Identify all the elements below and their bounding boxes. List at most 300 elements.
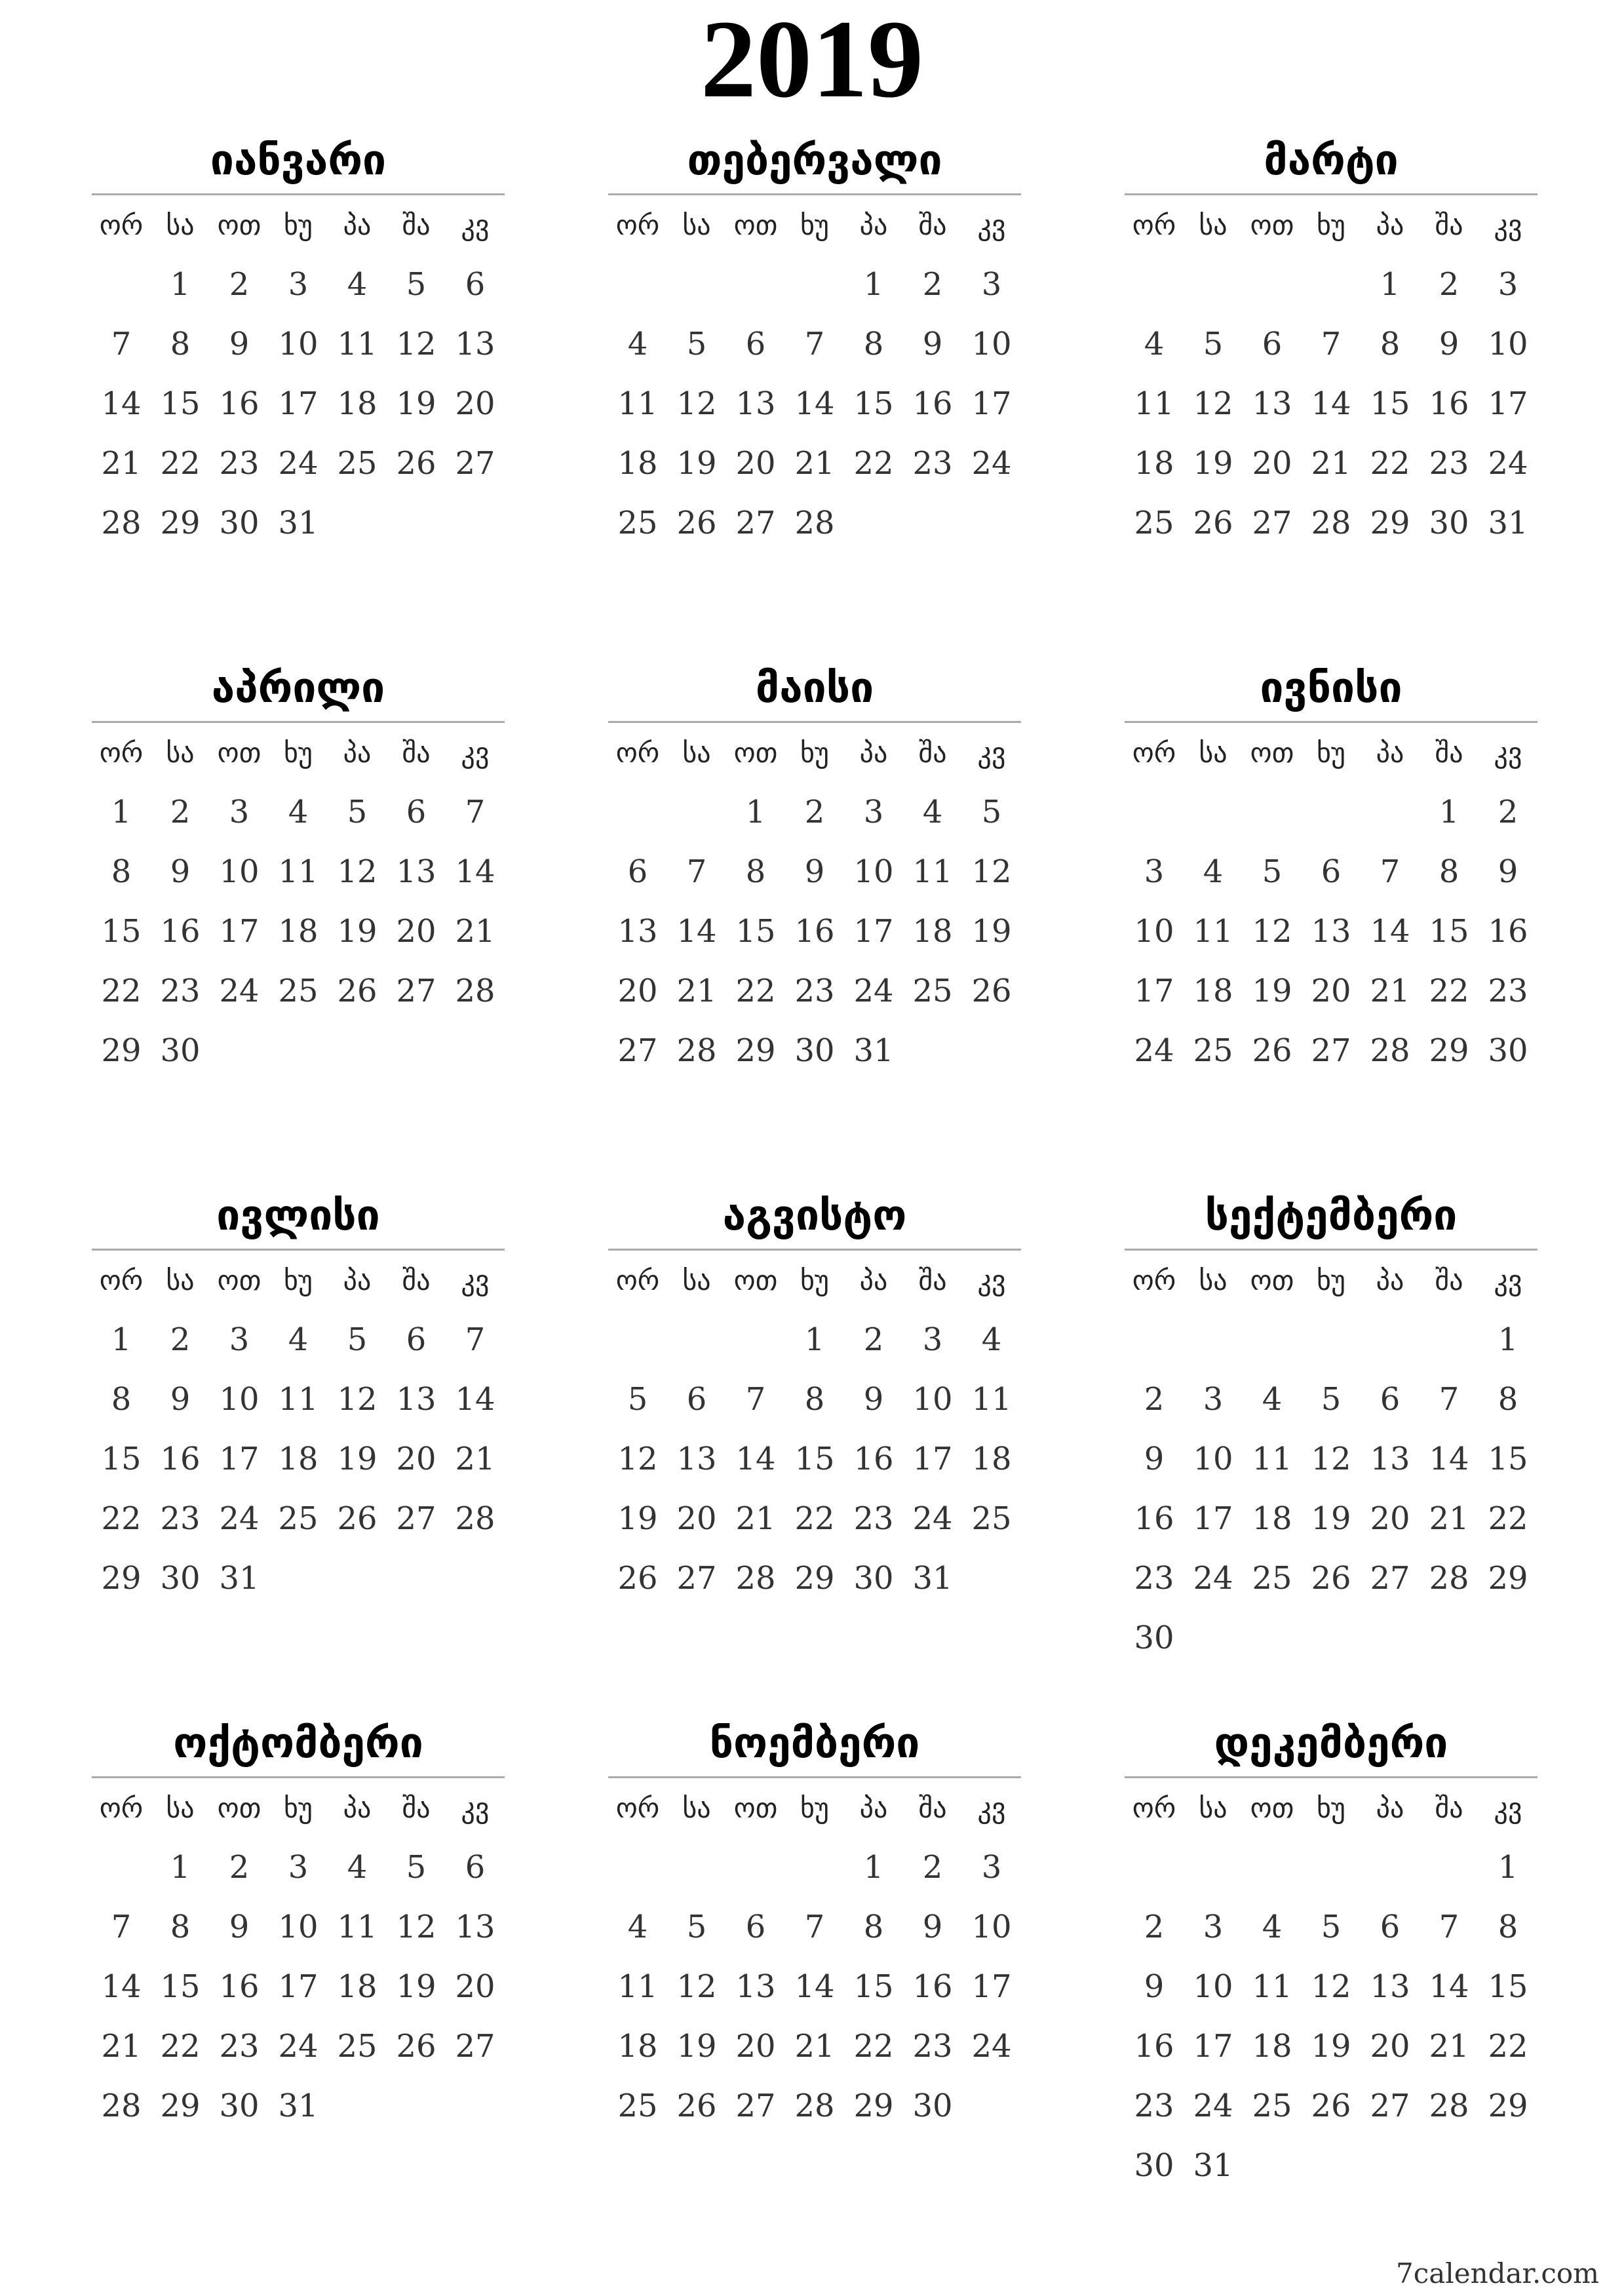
day-number: 13: [455, 1909, 495, 1945]
day-number: 28: [101, 505, 142, 541]
weekday-label: ორ: [99, 1792, 144, 1824]
day-number: 2: [1439, 266, 1460, 303]
weekday-label: პა: [343, 737, 372, 769]
day-number: 4: [288, 1321, 309, 1358]
day-number: 29: [735, 1032, 776, 1069]
day-number: 5: [1262, 853, 1283, 890]
day-number: 10: [971, 1909, 1012, 1945]
day-number: 20: [455, 1968, 495, 2005]
day-number: 17: [1193, 1500, 1233, 1537]
day-number: 11: [1252, 1441, 1292, 1477]
day-number: 20: [617, 973, 658, 1009]
day-number: 3: [981, 1849, 1002, 1886]
day-number: 11: [971, 1381, 1012, 1418]
day-number: 6: [1262, 326, 1283, 362]
day-number: 12: [1252, 913, 1292, 950]
day-number: 13: [735, 1968, 776, 2005]
weekday-label: ოთ: [733, 209, 778, 241]
day-number: 24: [853, 973, 894, 1009]
weekday-label: ორ: [99, 209, 144, 241]
weekday-label: ხუ: [284, 1264, 313, 1296]
day-number: 5: [347, 794, 368, 830]
day-number: 2: [1144, 1909, 1165, 1945]
day-number: 30: [1488, 1032, 1528, 1069]
day-number: 12: [1311, 1968, 1351, 2005]
empty-day: [1420, 1838, 1479, 1897]
day-number: 6: [406, 794, 427, 830]
day-number: 23: [1134, 1560, 1174, 1597]
day-number: 25: [1134, 505, 1174, 541]
month-block: [608, 128, 1021, 553]
day-number: 16: [1134, 1500, 1174, 1537]
weekday-label: პა: [1376, 1792, 1404, 1824]
empty-day: [667, 255, 726, 315]
month-name: მაისი: [755, 664, 874, 712]
day-number: 3: [288, 266, 309, 303]
day-number: 15: [101, 913, 142, 950]
weekday-label: ოთ: [217, 737, 261, 769]
day-number: 8: [863, 326, 884, 362]
day-number: 22: [160, 445, 201, 482]
day-number: 18: [337, 385, 377, 422]
day-number: 1: [863, 266, 884, 303]
day-number: 15: [1370, 385, 1410, 422]
day-number: 2: [170, 1321, 191, 1358]
day-number: 21: [1429, 1500, 1469, 1537]
day-number: 27: [676, 1560, 717, 1597]
day-number: 28: [1370, 1032, 1410, 1069]
day-number: 29: [1429, 1032, 1469, 1069]
day-number: 4: [1262, 1909, 1283, 1945]
day-number: 4: [627, 326, 648, 362]
empty-day: [1302, 1310, 1361, 1370]
month-block: [608, 1183, 1021, 1608]
day-number: 5: [1321, 1909, 1342, 1945]
day-number: 24: [1193, 2088, 1233, 2124]
day-number: 4: [288, 794, 309, 830]
day-number: 27: [1252, 505, 1292, 541]
weekday-label: სა: [166, 1264, 195, 1296]
month-grid: [92, 723, 505, 1081]
day-number: 26: [1193, 505, 1233, 541]
day-number: 17: [971, 1968, 1012, 2005]
day-number: 9: [804, 853, 825, 890]
day-number: 20: [1311, 973, 1351, 1009]
day-number: 30: [219, 505, 260, 541]
day-number: 8: [1439, 853, 1460, 890]
day-number: 12: [676, 385, 717, 422]
day-number: 23: [219, 2028, 260, 2065]
day-number: 25: [337, 2028, 377, 2065]
day-number: 14: [455, 853, 495, 890]
day-number: 25: [617, 505, 658, 541]
day-number: 9: [170, 1381, 191, 1418]
day-number: 24: [1134, 1032, 1174, 1069]
day-number: 26: [337, 1500, 377, 1537]
day-number: 10: [278, 326, 319, 362]
day-number: 27: [1370, 1560, 1410, 1597]
month-grid: [608, 1251, 1021, 1608]
month-name: მარტი: [1264, 136, 1399, 185]
day-number: 29: [1370, 505, 1410, 541]
weekday-label: კვ: [977, 737, 1006, 769]
day-number: 9: [170, 853, 191, 890]
day-number: 18: [337, 1968, 377, 2005]
day-number: 23: [912, 445, 953, 482]
day-number: 24: [219, 1500, 260, 1537]
day-number: 6: [627, 853, 648, 890]
day-number: 21: [794, 2028, 835, 2065]
day-number: 11: [1252, 1968, 1292, 2005]
day-number: 22: [794, 1500, 835, 1537]
day-number: 28: [455, 1500, 495, 1537]
empty-day: [667, 1310, 726, 1370]
month-block: [1125, 128, 1537, 553]
day-number: 6: [686, 1381, 707, 1418]
empty-day: [1302, 783, 1361, 842]
empty-day: [1243, 255, 1302, 315]
day-number: 9: [229, 326, 250, 362]
day-number: 25: [971, 1500, 1012, 1537]
weekday-label: ოთ: [217, 1264, 261, 1296]
day-number: 21: [1429, 2028, 1469, 2065]
day-number: 30: [912, 2088, 953, 2124]
weekday-label: ხუ: [1317, 1264, 1345, 1296]
day-number: 2: [922, 266, 943, 303]
weekday-label: პა: [859, 1264, 888, 1296]
weekday-label: შა: [1435, 737, 1463, 769]
day-number: 28: [794, 2088, 835, 2124]
day-number: 7: [1439, 1909, 1460, 1945]
day-number: 31: [278, 505, 319, 541]
empty-day: [1361, 783, 1420, 842]
day-number: 14: [1370, 913, 1410, 950]
day-number: 24: [971, 445, 1012, 482]
day-number: 25: [278, 1500, 319, 1537]
month-name: დეკემბერი: [1214, 1719, 1448, 1768]
empty-day: [726, 1838, 785, 1897]
day-number: 3: [229, 794, 250, 830]
weekday-label: კვ: [461, 737, 490, 769]
day-number: 28: [101, 2088, 142, 2124]
day-number: 2: [1498, 794, 1518, 830]
empty-day: [1184, 1310, 1243, 1370]
empty-day: [608, 783, 667, 842]
day-number: 1: [170, 1849, 191, 1886]
day-number: 3: [1498, 266, 1518, 303]
day-number: 18: [617, 2028, 658, 2065]
empty-day: [785, 1838, 844, 1897]
day-number: 15: [853, 385, 894, 422]
day-number: 5: [686, 1909, 707, 1945]
empty-day: [1184, 1838, 1243, 1897]
day-number: 22: [160, 2028, 201, 2065]
day-number: 22: [1488, 2028, 1528, 2065]
day-number: 11: [1193, 913, 1233, 950]
day-number: 7: [686, 853, 707, 890]
day-number: 24: [278, 2028, 319, 2065]
month-grid: [608, 195, 1021, 553]
day-number: 3: [1203, 1381, 1224, 1418]
day-number: 23: [912, 2028, 953, 2065]
month-name: ნოემბერი: [709, 1719, 920, 1768]
day-number: 1: [863, 1849, 884, 1886]
empty-day: [1184, 783, 1243, 842]
day-number: 4: [922, 794, 943, 830]
weekday-label: ხუ: [800, 1264, 829, 1296]
weekday-label: პა: [859, 209, 888, 241]
weekday-label: ორ: [1132, 209, 1176, 241]
empty-day: [1361, 1310, 1420, 1370]
weekday-label: ოთ: [1250, 737, 1294, 769]
day-number: 28: [794, 505, 835, 541]
day-number: 27: [396, 973, 436, 1009]
day-number: 17: [1193, 2028, 1233, 2065]
day-number: 14: [455, 1381, 495, 1418]
day-number: 28: [735, 1560, 776, 1597]
day-number: 17: [971, 385, 1012, 422]
day-number: 7: [1380, 853, 1401, 890]
day-number: 7: [1439, 1381, 1460, 1418]
weekday-label: სა: [1199, 737, 1228, 769]
weekday-label: ხუ: [800, 209, 829, 241]
day-number: 10: [853, 853, 894, 890]
day-number: 28: [676, 1032, 717, 1069]
day-number: 14: [794, 1968, 835, 2005]
day-number: 11: [278, 1381, 319, 1418]
empty-day: [92, 1838, 151, 1897]
weekday-label: კვ: [461, 209, 490, 241]
day-number: 8: [745, 853, 766, 890]
day-number: 16: [1488, 913, 1528, 950]
day-number: 11: [278, 853, 319, 890]
day-number: 25: [1252, 1560, 1292, 1597]
weekday-label: კვ: [1494, 209, 1522, 241]
day-number: 24: [1488, 445, 1528, 482]
day-number: 20: [1370, 2028, 1410, 2065]
day-number: 7: [1321, 326, 1342, 362]
day-number: 1: [111, 794, 132, 830]
day-number: 13: [1252, 385, 1292, 422]
day-number: 19: [971, 913, 1012, 950]
day-number: 6: [745, 326, 766, 362]
day-number: 7: [465, 794, 486, 830]
day-number: 10: [1193, 1968, 1233, 2005]
day-number: 29: [101, 1032, 142, 1069]
day-number: 17: [278, 385, 319, 422]
day-number: 5: [1321, 1381, 1342, 1418]
day-number: 13: [1311, 913, 1351, 950]
weekday-label: ორ: [615, 209, 660, 241]
day-number: 14: [1429, 1441, 1469, 1477]
weekday-label: პა: [343, 1264, 372, 1296]
day-number: 10: [1193, 1441, 1233, 1477]
day-number: 8: [170, 326, 191, 362]
day-number: 10: [219, 853, 260, 890]
day-number: 19: [1252, 973, 1292, 1009]
day-number: 5: [686, 326, 707, 362]
weekday-label: შა: [1435, 1264, 1463, 1296]
day-number: 26: [1252, 1032, 1292, 1069]
day-number: 21: [676, 973, 717, 1009]
day-number: 21: [794, 445, 835, 482]
weekday-label: ხუ: [284, 1792, 313, 1824]
empty-day: [667, 1838, 726, 1897]
day-number: 11: [617, 1968, 658, 2005]
month-block: [92, 655, 505, 1081]
month-grid: [1125, 1778, 1537, 2196]
day-number: 4: [1262, 1381, 1283, 1418]
day-number: 7: [745, 1381, 766, 1418]
day-number: 30: [160, 1032, 201, 1069]
weekday-label: ხუ: [284, 737, 313, 769]
month-grid: [92, 1251, 505, 1608]
day-number: 1: [170, 266, 191, 303]
day-number: 13: [396, 853, 436, 890]
day-number: 7: [804, 326, 825, 362]
weekday-label: შა: [402, 209, 431, 241]
day-number: 18: [1193, 973, 1233, 1009]
day-number: 19: [676, 2028, 717, 2065]
day-number: 20: [1370, 1500, 1410, 1537]
weekday-label: პა: [343, 209, 372, 241]
day-number: 30: [219, 2088, 260, 2124]
day-number: 22: [101, 973, 142, 1009]
weekday-label: ხუ: [1317, 209, 1345, 241]
weekday-label: ხუ: [800, 1792, 829, 1824]
day-number: 16: [219, 385, 260, 422]
month-block: [92, 1711, 505, 2136]
day-number: 30: [794, 1032, 835, 1069]
month-name: თებერვალი: [687, 136, 942, 185]
day-number: 3: [229, 1321, 250, 1358]
day-number: 5: [627, 1381, 648, 1418]
day-number: 16: [160, 913, 201, 950]
day-number: 25: [912, 973, 953, 1009]
day-number: 27: [455, 445, 495, 482]
day-number: 3: [981, 266, 1002, 303]
day-number: 14: [676, 913, 717, 950]
month-block: [1125, 1183, 1537, 1668]
month-block: [92, 1183, 505, 1608]
day-number: 17: [1134, 973, 1174, 1009]
day-number: 29: [160, 505, 201, 541]
day-number: 8: [1498, 1381, 1518, 1418]
day-number: 9: [1144, 1968, 1165, 2005]
month-name: ივლისი: [216, 1192, 380, 1240]
day-number: 25: [1252, 2088, 1292, 2124]
day-number: 27: [455, 2028, 495, 2065]
weekday-label: პა: [1376, 737, 1404, 769]
day-number: 10: [219, 1381, 260, 1418]
day-number: 15: [1488, 1441, 1528, 1477]
day-number: 30: [1134, 2147, 1174, 2184]
day-number: 23: [160, 973, 201, 1009]
day-number: 11: [1134, 385, 1174, 422]
day-number: 25: [278, 973, 319, 1009]
day-number: 15: [1488, 1968, 1528, 2005]
weekday-label: ხუ: [1317, 1792, 1345, 1824]
weekday-label: ოთ: [733, 737, 778, 769]
day-number: 8: [111, 1381, 132, 1418]
day-number: 29: [1488, 1560, 1528, 1597]
day-number: 2: [804, 794, 825, 830]
day-number: 17: [219, 913, 260, 950]
empty-day: [785, 255, 844, 315]
day-number: 7: [465, 1321, 486, 1358]
weekday-label: შა: [1435, 209, 1463, 241]
day-number: 5: [1203, 326, 1224, 362]
day-number: 19: [337, 913, 377, 950]
day-number: 1: [111, 1321, 132, 1358]
weekday-label: კვ: [461, 1792, 490, 1824]
day-number: 2: [170, 794, 191, 830]
empty-day: [1302, 255, 1361, 315]
day-number: 16: [912, 1968, 953, 2005]
day-number: 15: [1429, 913, 1469, 950]
day-number: 14: [101, 385, 142, 422]
day-number: 16: [160, 1441, 201, 1477]
empty-day: [1420, 1310, 1479, 1370]
day-number: 18: [912, 913, 953, 950]
day-number: 3: [922, 1321, 943, 1358]
weekday-label: ოთ: [1250, 1264, 1294, 1296]
day-number: 15: [794, 1441, 835, 1477]
day-number: 29: [101, 1560, 142, 1597]
day-number: 14: [101, 1968, 142, 2005]
weekday-label: სა: [682, 1792, 711, 1824]
day-number: 18: [1134, 445, 1174, 482]
day-number: 8: [170, 1909, 191, 1945]
day-number: 14: [735, 1441, 776, 1477]
day-number: 5: [406, 1849, 427, 1886]
empty-day: [1243, 1838, 1302, 1897]
weekday-label: ორ: [615, 1264, 660, 1296]
day-number: 31: [219, 1560, 260, 1597]
weekday-label: სა: [682, 737, 711, 769]
month-block: [608, 1711, 1021, 2136]
day-number: 24: [912, 1500, 953, 1537]
day-number: 2: [863, 1321, 884, 1358]
day-number: 2: [922, 1849, 943, 1886]
day-number: 5: [406, 266, 427, 303]
day-number: 12: [971, 853, 1012, 890]
weekday-label: ორ: [1132, 737, 1176, 769]
empty-day: [1302, 1838, 1361, 1897]
day-number: 27: [1311, 1032, 1351, 1069]
day-number: 6: [1380, 1381, 1401, 1418]
day-number: 15: [160, 385, 201, 422]
empty-day: [726, 1310, 785, 1370]
empty-day: [1125, 783, 1184, 842]
day-number: 26: [396, 2028, 436, 2065]
day-number: 5: [981, 794, 1002, 830]
day-number: 23: [853, 1500, 894, 1537]
day-number: 13: [1370, 1441, 1410, 1477]
day-number: 24: [971, 2028, 1012, 2065]
weekday-label: შა: [1435, 1792, 1463, 1824]
day-number: 27: [735, 505, 776, 541]
day-number: 12: [676, 1968, 717, 2005]
weekday-label: კვ: [977, 209, 1006, 241]
weekday-label: ორ: [615, 1792, 660, 1824]
day-number: 18: [1252, 1500, 1292, 1537]
day-number: 13: [396, 1381, 436, 1418]
day-number: 29: [1488, 2088, 1528, 2124]
day-number: 21: [101, 2028, 142, 2065]
day-number: 16: [912, 385, 953, 422]
day-number: 13: [676, 1441, 717, 1477]
